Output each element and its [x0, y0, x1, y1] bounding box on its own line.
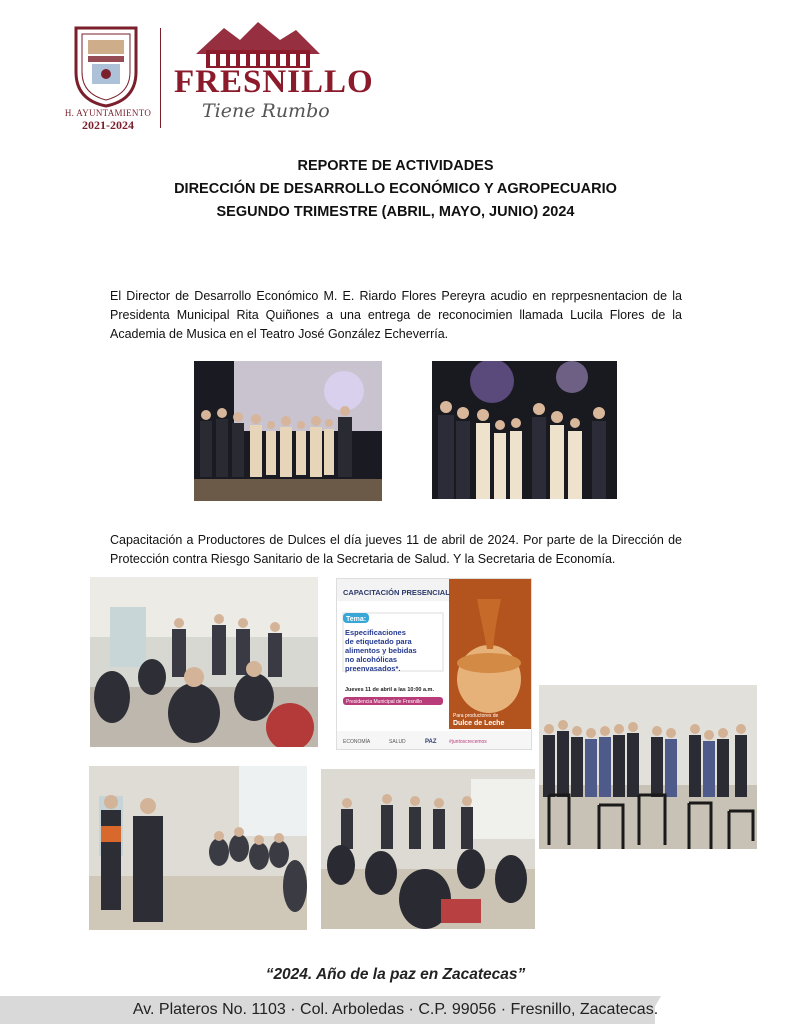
training-session-photo-1	[90, 577, 318, 747]
training-session-photo-3	[321, 769, 535, 929]
brand-tagline: Tiene Rumbo	[202, 100, 330, 122]
flyer-tema-label: Tema:	[346, 616, 367, 623]
award-ceremony-photo-1	[194, 361, 382, 501]
flyer-logo-salud: SALUD	[389, 739, 406, 745]
svg-text:preenvasados*.: preenvasados*.	[345, 664, 401, 673]
ayuntamiento-period: 2021-2024	[82, 118, 134, 132]
group-photo	[539, 685, 757, 849]
training-flyer	[336, 578, 532, 750]
flyer-product: Dulce de Leche	[453, 720, 505, 727]
svg-text:de etiquetado para: de etiquetado para	[345, 637, 412, 646]
activity-description-2: Capacitación a Productores de Dulces el día jueves 11 de abril de 2024. Por parte de la Dirección de Protección contra Riesgo Sanitario de la Secretaria de Salud. Y la Secretaria de Economía.	[110, 533, 682, 566]
flyer-producers-label: Para productores de	[453, 713, 499, 719]
flyer-logo-hashtag: #juntoscrecemos	[449, 739, 487, 745]
header-divider	[160, 28, 161, 128]
svg-text:Especificaciones: Especificaciones	[345, 628, 406, 637]
flyer-location: Presidencia Municipal de Fresnillo	[346, 699, 422, 705]
flyer-date: Jueves 11 de abril a las 10:00 a.m.	[345, 687, 434, 693]
report-department: DIRECCIÓN DE DESARROLLO ECONÓMICO Y AGROPECUARIO	[174, 181, 617, 197]
flyer-logo-paz: PAZ	[425, 739, 437, 745]
ayuntamiento-label: H. AYUNTAMIENTO	[64, 108, 152, 118]
activity-description-1: El Director de Desarrollo Económico M. E. Riardo Flores Pereyra acudio en reprpesnentacion de la Presidenta Municipal Rita Quiñones a una entrega de reconocimien llamada Lucila Flores de la Academia de Musica en el Teatro José González Echeverría.	[110, 289, 682, 341]
fresnillo-skyline-icon	[196, 20, 320, 70]
report-period: SEGUNDO TRIMESTRE (ABRIL, MAYO, JUNIO) 2024	[216, 204, 575, 220]
flyer-heading: CAPACITACIÓN PRESENCIAL	[343, 588, 450, 597]
ayuntamiento-seal-icon	[70, 22, 142, 108]
svg-text:alimentos y bebidas: alimentos y bebidas	[345, 646, 417, 655]
svg-text:no alcohólicas: no alcohólicas	[345, 655, 398, 664]
report-title: REPORTE DE ACTIVIDADES	[297, 158, 494, 174]
footer-motto: “2024. Año de la paz en Zacatecas”	[265, 966, 526, 983]
training-session-photo-2	[89, 766, 307, 930]
footer-address: Av. Plateros No. 1103 · Col. Arboledas · C.P. 99056 · Fresnillo, Zacatecas.	[132, 1001, 659, 1018]
brand-name: FRESNILLO	[174, 64, 374, 100]
flyer-logo-economia: ECONOMÍA	[343, 739, 371, 745]
award-ceremony-photo-2	[432, 361, 617, 499]
